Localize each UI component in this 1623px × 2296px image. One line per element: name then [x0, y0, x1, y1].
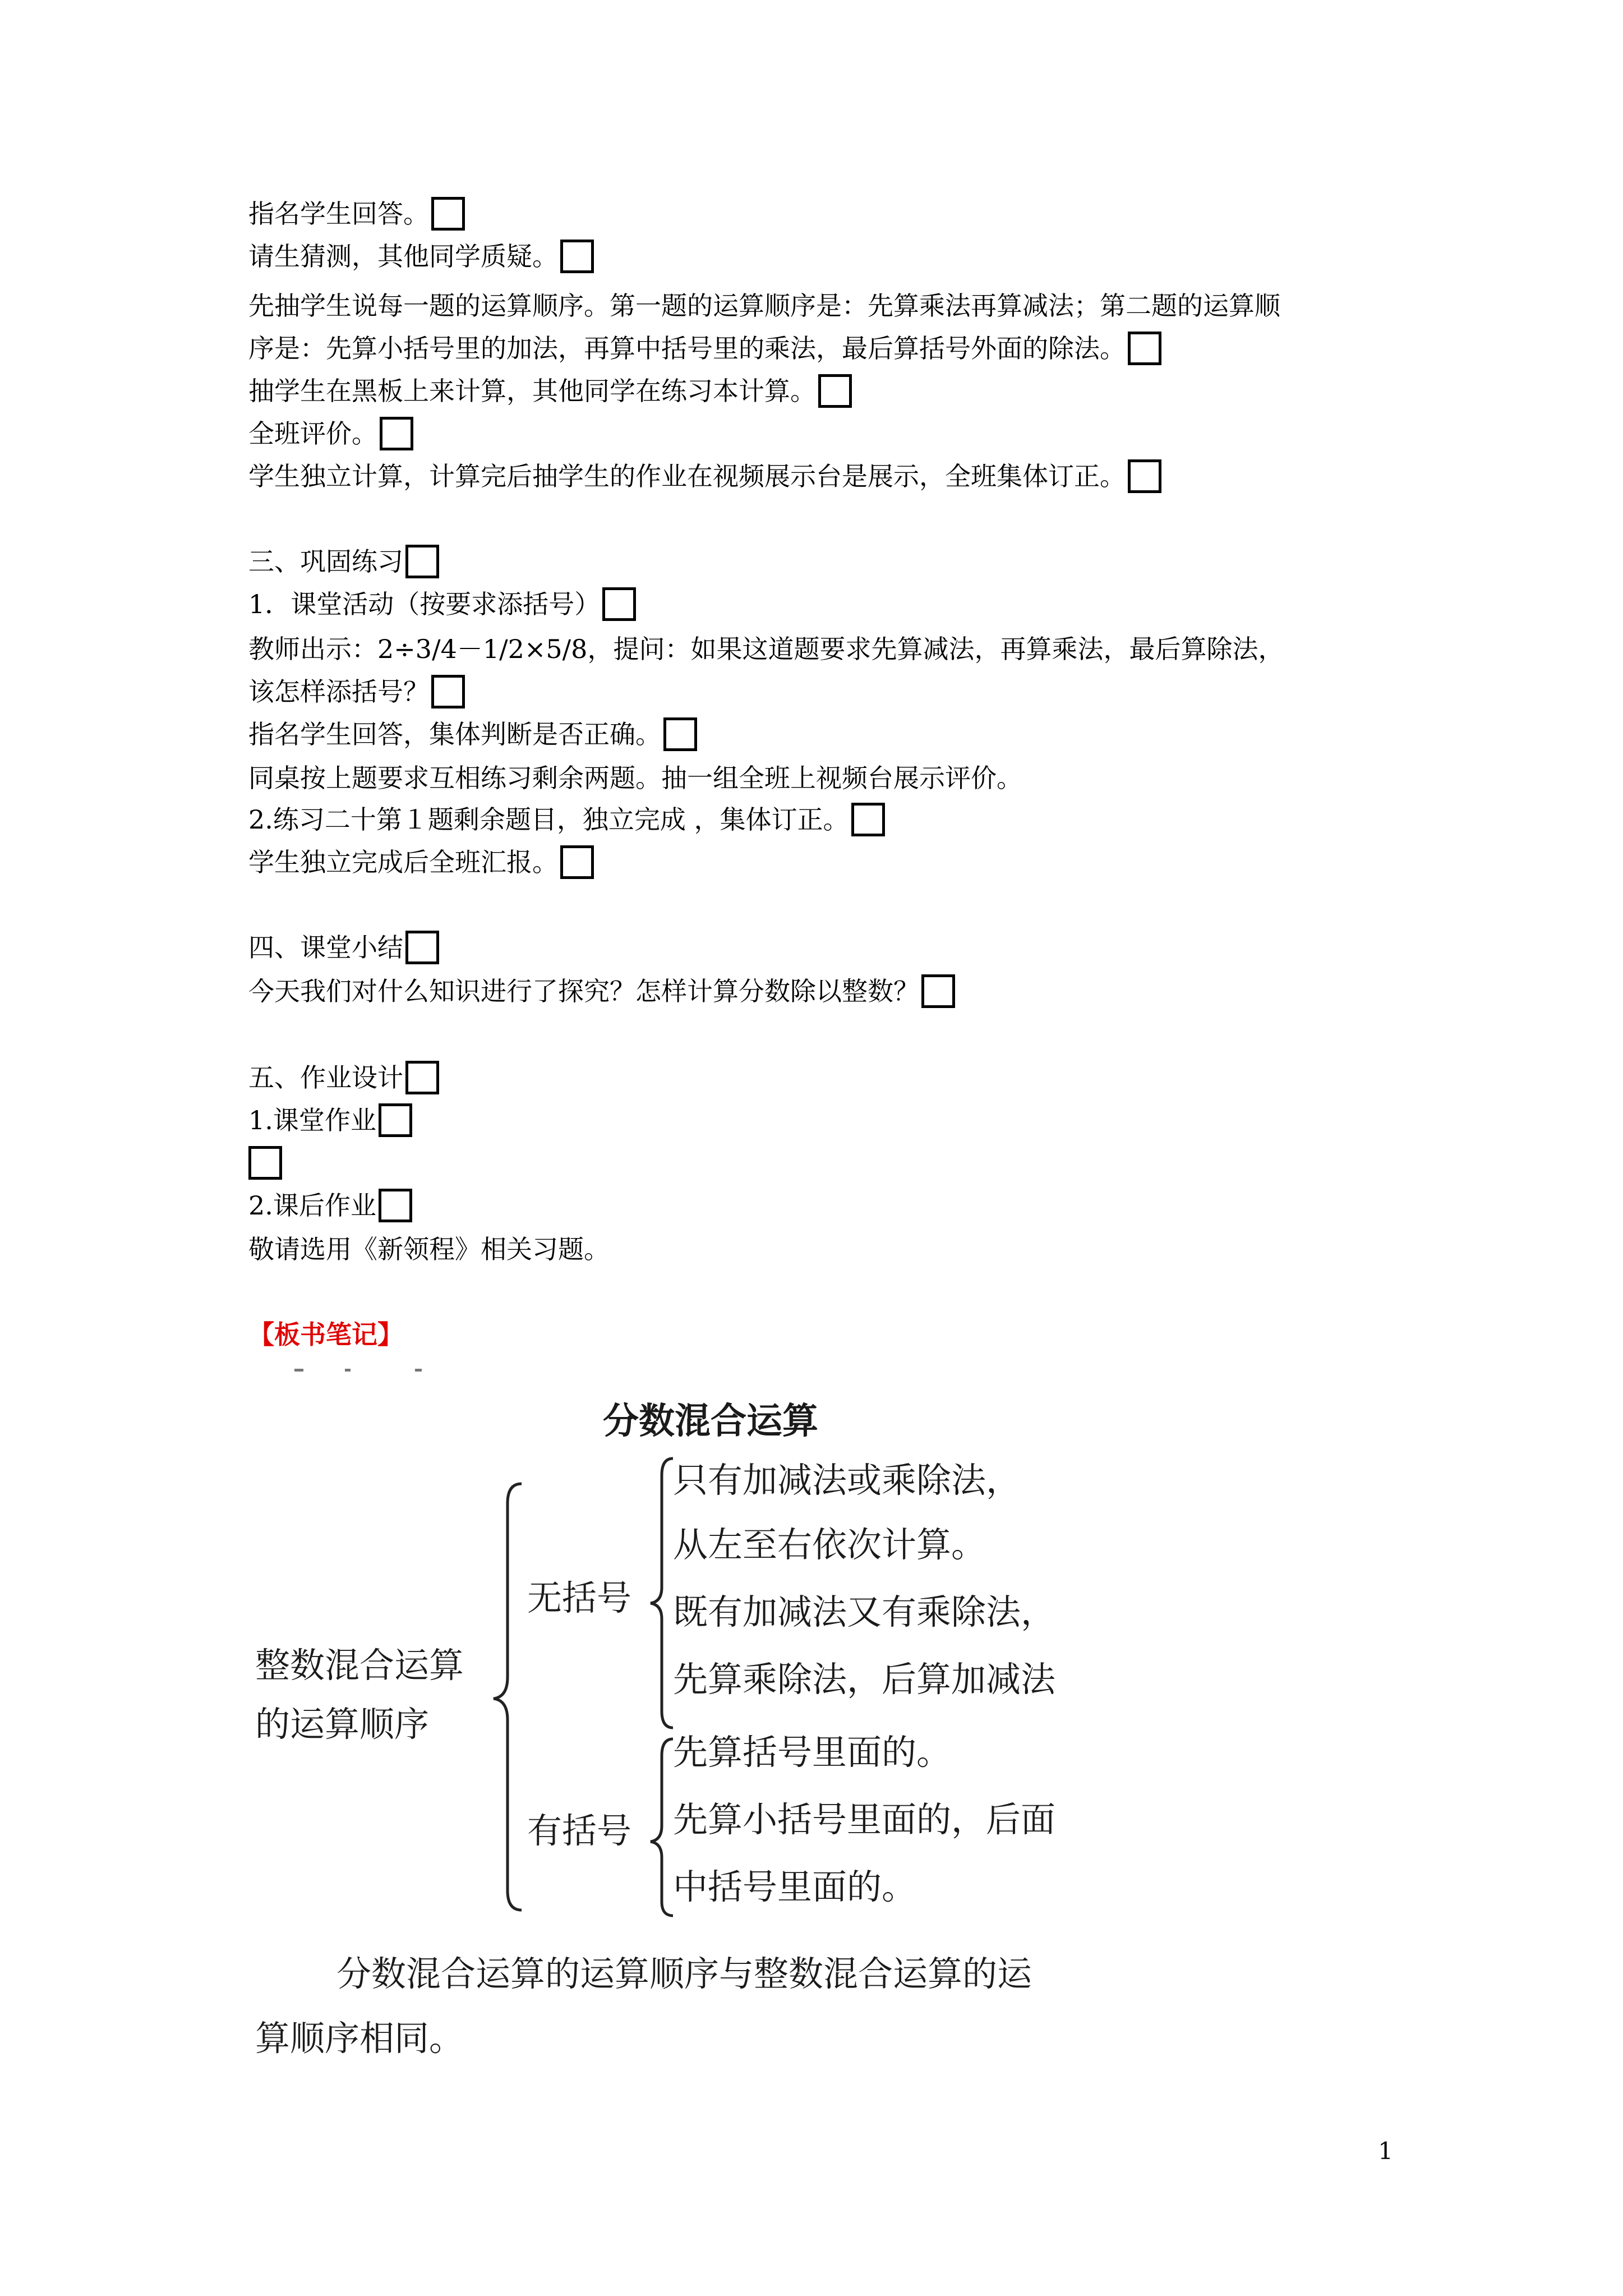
board-root-line-1: 整数混合运算	[255, 1645, 464, 1686]
rule-yes-1: 先算括号里面的。	[673, 1732, 952, 1773]
text-line-18: 敬请选用《新领程》相关习题。	[248, 1234, 610, 1264]
conclusion-line-2: 算顺序相同。	[255, 2018, 464, 2059]
conclusion-line-1: 分数混合运算的运算顺序与整数混合运算的运	[336, 1953, 1032, 1994]
section-heading-5: 五、作业设计	[248, 1061, 439, 1097]
text-line-8: 1．课堂活动（按要求添括号）	[248, 588, 636, 623]
brace-no-brackets	[651, 1458, 673, 1728]
board-notes-image	[241, 1363, 1206, 2081]
text-line-15: 今天我们对什么知识进行了探究？怎样计算分数除以整数？	[248, 975, 955, 1010]
checkbox[interactable]	[851, 803, 885, 836]
checkbox[interactable]	[405, 545, 439, 578]
rule-no-2: 从左至右依次计算。	[673, 1524, 986, 1565]
checkbox[interactable]	[405, 1061, 439, 1094]
text-line-10: 该怎样添括号？	[248, 675, 465, 711]
section-heading-3: 三、巩固练习	[248, 545, 439, 581]
text-line-12: 同桌按上题要求互相练习剩余两题。抽一组全班上视频台展示评价。	[248, 763, 1022, 793]
checkbox[interactable]	[379, 1189, 412, 1222]
checkbox[interactable]	[663, 717, 697, 751]
checkbox[interactable]	[818, 374, 852, 408]
section-heading-4: 四、课堂小结	[248, 931, 439, 967]
checkbox[interactable]	[1128, 459, 1161, 493]
page-number: 1	[1378, 2137, 1393, 2165]
text-line-7: 学生独立计算，计算完后抽学生的作业在视频展示台是展示，全班集体订正。	[248, 460, 1161, 495]
text-line-17: 2.课后作业	[248, 1189, 412, 1225]
branch-with-brackets: 有括号	[527, 1810, 632, 1851]
rule-yes-3: 中括号里面的。	[673, 1866, 917, 1907]
text-line-5: 抽学生在黑板上来计算，其他同学在练习本计算。	[248, 375, 852, 410]
checkbox[interactable]	[405, 931, 439, 964]
text-line-4: 序是：先算小括号里的加法，再算中括号里的乘法，最后算括号外面的除法。	[248, 332, 1161, 367]
checkbox[interactable]	[380, 417, 413, 450]
checkbox[interactable]	[379, 1103, 412, 1137]
text-line-16: 1.课堂作业	[248, 1104, 412, 1139]
checkbox[interactable]	[921, 974, 955, 1008]
scan-marks	[294, 1369, 422, 1372]
text-line-11: 指名学生回答，集体判断是否正确。	[248, 718, 697, 753]
checkbox[interactable]	[560, 845, 594, 879]
checkbox[interactable]	[560, 240, 594, 273]
text-line-13: 2.练习二十第１题剩余题目，独立完成 ，集体订正。	[248, 803, 885, 839]
board-heading: 【板书笔记】	[248, 1319, 403, 1350]
empty-checkbox-line	[248, 1147, 282, 1182]
text-line-2: 请生猜测，其他同学质疑。	[248, 240, 594, 275]
checkbox[interactable]	[431, 197, 465, 231]
checkbox[interactable]	[248, 1146, 282, 1180]
rule-yes-2: 先算小括号里面的，后面	[673, 1799, 1056, 1840]
checkbox[interactable]	[1128, 332, 1161, 365]
text-line-9: 教师出示：2÷3/4－1/2×5/8，提问：如果这道题要求先算减法，再算乘法，最后算除法，	[248, 634, 1284, 664]
checkbox[interactable]	[431, 675, 465, 708]
text-line-3: 先抽学生说每一题的运算顺序。第一题的运算顺序是：先算乘法再算减法；第二题的运算顺	[248, 291, 1280, 321]
board-title: 分数混合运算	[603, 1401, 818, 1442]
rule-no-3: 既有加减法又有乘除法，	[673, 1591, 1056, 1632]
board-root-line-2: 的运算顺序	[255, 1704, 430, 1745]
branch-no-brackets: 无括号	[527, 1577, 632, 1618]
rule-no-4: 先算乘除法，后算加减法	[673, 1659, 1056, 1700]
text-line-1: 指名学生回答。	[248, 197, 465, 233]
brace-large	[494, 1484, 522, 1910]
text-line-6: 全班评价。	[248, 417, 413, 453]
checkbox[interactable]	[602, 587, 636, 621]
brace-with-brackets	[651, 1739, 673, 1916]
rule-no-1: 只有加减法或乘除法，	[673, 1460, 1021, 1501]
text-line-14: 学生独立完成后全班汇报。	[248, 846, 594, 881]
